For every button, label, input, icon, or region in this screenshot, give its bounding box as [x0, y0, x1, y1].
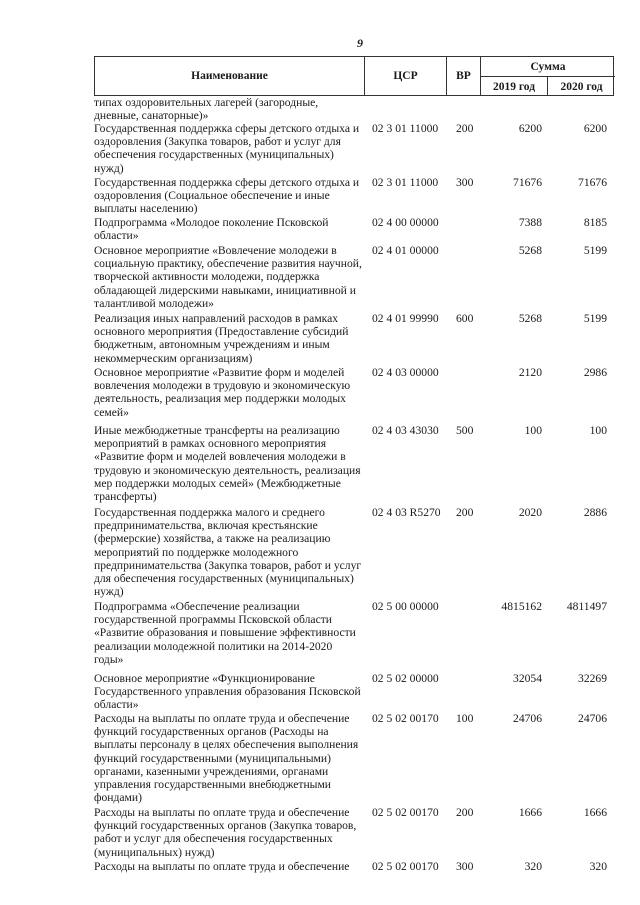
row-vr: 300 — [456, 176, 474, 189]
row-csr: 02 4 03 R5270 — [372, 506, 441, 519]
row-csr: 02 4 01 00000 — [372, 244, 439, 257]
row-csr: 02 4 00 00000 — [372, 216, 439, 229]
row-vr: 500 — [456, 424, 474, 437]
row-name: Основное мероприятие «Функционирование Государственного управления образования Псковской области» — [94, 672, 361, 712]
row-vr: 100 — [456, 712, 474, 725]
row-csr: 02 5 02 00170 — [372, 860, 439, 873]
row-value-2019: 320 — [524, 860, 542, 873]
row-value-2019: 2020 — [518, 506, 542, 519]
row-value-2019: 5268 — [518, 312, 542, 325]
page-number: 9 — [357, 36, 363, 50]
row-name: Государственная поддержка малого и среднего предпринимательства, включая крестьянские (фермерские) хозяйства, а также на реализацию мероприятий по поддержке молодежного предпринимательства (Закупка товаров, работ и услуг для обеспечения государственных (муниципальных) нужд) — [94, 506, 362, 599]
row-value-2020: 6200 — [583, 122, 607, 135]
row-csr: 02 3 01 11000 — [372, 176, 439, 189]
row-value-2019: 2120 — [518, 366, 542, 379]
row-csr: 02 3 01 11000 — [372, 122, 439, 135]
row-value-2019: 32054 — [513, 672, 542, 685]
row-name: Основное мероприятие «Развитие форм и моделей вовлечения молодежи в трудовую и экономическую деятельность, реализация мер поддержки молодых семей» — [94, 366, 351, 419]
row-value-2020: 8185 — [583, 216, 607, 229]
header-name: Наименование — [95, 57, 365, 95]
row-name: Государственная поддержка сферы детского отдыха и оздоровления (Закупка товаров, работ и услуг для обеспечения государственных (муниципальных) нужд) — [94, 122, 360, 175]
row-value-2020: 2886 — [583, 506, 607, 519]
row-csr: 02 5 02 00170 — [372, 712, 439, 725]
row-name: Расходы на выплаты по оплате труда и обеспечение функций государственных органов (Расходы на выплаты персоналу в целях обеспечения выполнения функций государственными (муниципальными) органами, казенными учреждениями, органами управления государственными внебюджетными фондами) — [94, 712, 359, 805]
row-value-2019: 1666 — [518, 806, 542, 819]
row-value-2019: 5268 — [518, 244, 542, 257]
header-year-2019: 2019 год — [481, 77, 548, 96]
row-value-2020: 2986 — [583, 366, 607, 379]
row-name: Государственная поддержка сферы детского отдыха и оздоровления (Социальное обеспечение и иные выплаты населению) — [94, 176, 360, 216]
row-vr: 600 — [456, 312, 474, 325]
row-name: Подпрограмма «Молодое поколение Псковской области» — [94, 216, 329, 243]
row-csr: 02 4 03 00000 — [372, 366, 439, 379]
row-csr: 02 5 00 00000 — [372, 600, 439, 613]
header-vr: ВР — [447, 57, 481, 95]
row-value-2019: 100 — [524, 424, 542, 437]
row-name: Реализация иных направлений расходов в рамках основного мероприятия (Предоставление субсидий бюджетным, автономным учреждениям и иным некоммерческим организациям) — [94, 312, 349, 365]
row-vr: 200 — [456, 806, 474, 819]
row-value-2020: 71676 — [578, 176, 607, 189]
header-sum: Сумма — [481, 57, 615, 77]
row-value-2019: 6200 — [518, 122, 542, 135]
row-name: Расходы на выплаты по оплате труда и обеспечение функций государственных органов (Закупка товаров, работ и услуг для обеспечения государственных (муниципальных) нужд) — [94, 806, 357, 859]
row-vr: 300 — [456, 860, 474, 873]
row-value-2020: 32269 — [578, 672, 607, 685]
row-value-2019: 71676 — [513, 176, 542, 189]
row-value-2020: 320 — [589, 860, 607, 873]
row-csr: 02 5 02 00000 — [372, 672, 439, 685]
row-name: типах оздоровительных лагерей (загородные, дневные, санаторные)» — [94, 96, 319, 123]
row-value-2020: 4811497 — [566, 600, 607, 613]
row-value-2019: 4815162 — [501, 600, 542, 613]
row-value-2020: 5199 — [583, 244, 607, 257]
row-value-2019: 7388 — [518, 216, 542, 229]
row-csr: 02 4 03 43030 — [372, 424, 439, 437]
row-value-2019: 24706 — [513, 712, 542, 725]
row-vr: 200 — [456, 122, 474, 135]
table-header — [94, 56, 614, 96]
header-csr: ЦСР — [365, 57, 447, 95]
row-csr: 02 5 02 00170 — [372, 806, 439, 819]
row-value-2020: 1666 — [583, 806, 607, 819]
row-name: Основное мероприятие «Вовлечение молодежи в социальную практику, обеспечение развития научной, творческой активности молодежи, поддержка обладающей лидерскими навыками, инициативной и талантливой молодежи» — [94, 244, 362, 310]
row-value-2020: 24706 — [578, 712, 607, 725]
header-year-2020: 2020 год — [560, 80, 603, 93]
row-name: Иные межбюджетные трансферты на реализацию мероприятий в рамках основного мероприятия «Развитие форм и моделей вовлечения молодежи в трудовую и экономическую деятельность, реализация мер поддержки молодых семей» (Межбюджетные трансферты) — [94, 424, 361, 504]
row-vr: 200 — [456, 506, 474, 519]
row-csr: 02 4 01 99990 — [372, 312, 439, 325]
row-value-2020: 5199 — [583, 312, 607, 325]
row-value-2020: 100 — [589, 424, 607, 437]
row-name: Расходы на выплаты по оплате труда и обеспечение — [94, 860, 350, 873]
row-name: Подпрограмма «Обеспечение реализации государственной программы Псковской области «Развитие образования и повышение эффективности реализации молодежной политики на 2014-2020 годы» — [94, 600, 356, 666]
